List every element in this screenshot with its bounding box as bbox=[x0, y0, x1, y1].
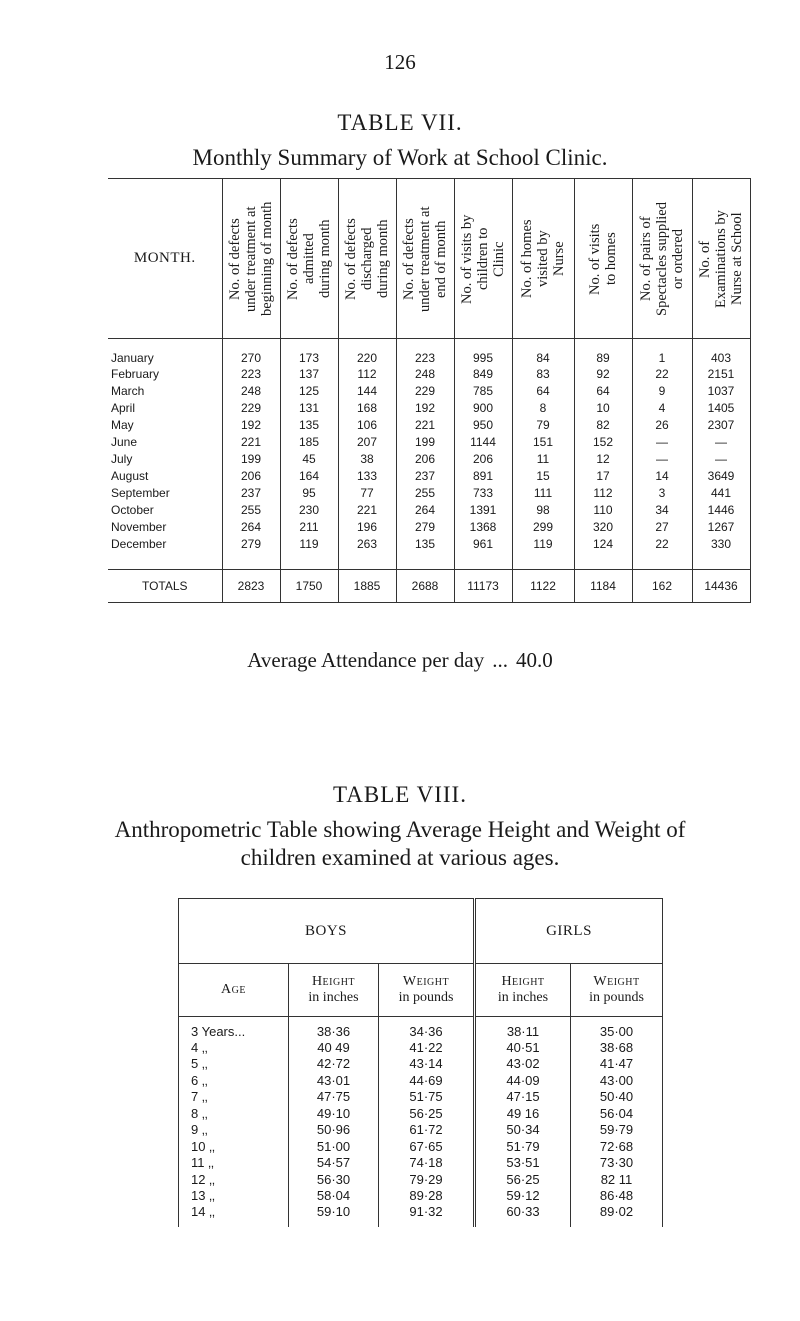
value-cell: 56·25 bbox=[475, 1171, 571, 1188]
table-viii-subtitle-line-1: Anthropometric Table showing Average Height and Weight of bbox=[114, 817, 686, 842]
age-cell: 6 ‚‚ bbox=[179, 1072, 289, 1089]
value-cell: 67·65 bbox=[379, 1138, 475, 1155]
value-cell: 54·57 bbox=[289, 1155, 379, 1172]
totals-cell: 1184 bbox=[574, 569, 632, 602]
value-cell: 40 49 bbox=[289, 1039, 379, 1056]
value-cell: 1446 bbox=[692, 501, 750, 518]
value-cell: 43·02 bbox=[475, 1056, 571, 1073]
column-header-girls-height: Height in inches bbox=[475, 964, 571, 1017]
value-cell: 270 bbox=[222, 339, 280, 366]
age-cell: 3 Years... bbox=[179, 1017, 289, 1040]
value-cell: 82 11 bbox=[571, 1171, 663, 1188]
age-cell: 8 ‚‚ bbox=[179, 1105, 289, 1122]
column-header-boys-height: Height in inches bbox=[289, 964, 379, 1017]
value-cell: 1037 bbox=[692, 382, 750, 399]
value-cell: 248 bbox=[396, 365, 454, 382]
value-cell: 206 bbox=[454, 450, 512, 467]
value-cell: 64 bbox=[574, 382, 632, 399]
value-cell: 211 bbox=[280, 518, 338, 535]
value-cell: 72·68 bbox=[571, 1138, 663, 1155]
table-vii bbox=[108, 178, 751, 603]
column-header-9: No. of Examinations by Nurse at School bbox=[692, 179, 750, 339]
value-cell: 27 bbox=[632, 518, 692, 535]
table-vii-header-row bbox=[108, 179, 750, 339]
value-cell: 44·09 bbox=[475, 1072, 571, 1089]
value-cell: 49 16 bbox=[475, 1105, 571, 1122]
table-viii-title: TABLE VIII. bbox=[333, 782, 467, 807]
value-cell: 51·79 bbox=[475, 1138, 571, 1155]
month-cell: November bbox=[111, 519, 167, 534]
value-cell: 900 bbox=[454, 399, 512, 416]
totals-cell: 1885 bbox=[338, 569, 396, 602]
age-cell: 11 ‚‚ bbox=[179, 1155, 289, 1172]
value-cell: 279 bbox=[396, 518, 454, 535]
value-cell: 1391 bbox=[454, 501, 512, 518]
group-header-boys: BOYS bbox=[179, 899, 475, 964]
value-cell: 961 bbox=[454, 535, 512, 552]
value-cell: 77 bbox=[338, 484, 396, 501]
value-cell: 22 bbox=[632, 365, 692, 382]
table-row bbox=[179, 1105, 663, 1122]
value-cell: 51·75 bbox=[379, 1089, 475, 1106]
value-cell: 51·00 bbox=[289, 1138, 379, 1155]
value-cell: 50·40 bbox=[571, 1089, 663, 1106]
value-cell: 229 bbox=[222, 399, 280, 416]
table-row bbox=[108, 501, 750, 518]
table-viii bbox=[178, 898, 663, 1227]
value-cell: 74·18 bbox=[379, 1155, 475, 1172]
table-row bbox=[179, 1188, 663, 1205]
value-cell: 59·79 bbox=[571, 1122, 663, 1139]
value-cell: 185 bbox=[280, 433, 338, 450]
age-cell: 10 ‚‚ bbox=[179, 1138, 289, 1155]
column-header-2: No. of defects admitted during month bbox=[280, 179, 338, 339]
value-cell: 206 bbox=[396, 450, 454, 467]
value-cell: 119 bbox=[280, 535, 338, 552]
value-cell: 144 bbox=[338, 382, 396, 399]
value-cell: 111 bbox=[512, 484, 574, 501]
value-cell: 229 bbox=[396, 382, 454, 399]
age-cell: 12 ‚‚ bbox=[179, 1171, 289, 1188]
value-cell: 56·25 bbox=[379, 1105, 475, 1122]
value-cell: 199 bbox=[396, 433, 454, 450]
value-cell: 255 bbox=[396, 484, 454, 501]
value-cell: 17 bbox=[574, 467, 632, 484]
table-row bbox=[108, 339, 750, 366]
table-row bbox=[179, 1072, 663, 1089]
value-cell: 221 bbox=[222, 433, 280, 450]
value-cell: 53·51 bbox=[475, 1155, 571, 1172]
value-cell: 237 bbox=[396, 467, 454, 484]
table-row bbox=[108, 399, 750, 416]
value-cell: 79·29 bbox=[379, 1171, 475, 1188]
value-cell: 41·22 bbox=[379, 1039, 475, 1056]
month-cell: January bbox=[111, 351, 154, 365]
value-cell: 91·32 bbox=[379, 1204, 475, 1227]
value-cell: 58·04 bbox=[289, 1188, 379, 1205]
month-cell: June bbox=[111, 434, 138, 449]
month-cell: May bbox=[111, 417, 134, 432]
column-header-6: No. of homes visited by Nurse bbox=[512, 179, 574, 339]
totals-cell: 11173 bbox=[454, 569, 512, 602]
table-viii-subtitle bbox=[0, 816, 800, 872]
value-cell: 64 bbox=[512, 382, 574, 399]
table-viii-body bbox=[179, 1017, 663, 1228]
value-cell: 9 bbox=[632, 382, 692, 399]
value-cell: 43·01 bbox=[289, 1072, 379, 1089]
value-cell: 79 bbox=[512, 416, 574, 433]
value-cell: 41·47 bbox=[571, 1056, 663, 1073]
value-cell: 34 bbox=[632, 501, 692, 518]
column-header-age: Age bbox=[179, 964, 289, 1017]
column-header-boys-weight: Weight in pounds bbox=[379, 964, 475, 1017]
table-viii-subtitle-line-2: children examined at various ages. bbox=[240, 845, 560, 870]
value-cell: 50·96 bbox=[289, 1122, 379, 1139]
value-cell: 1144 bbox=[454, 433, 512, 450]
average-attendance bbox=[0, 648, 800, 673]
average-attendance-label: Average Attendance per day bbox=[247, 648, 485, 672]
month-cell: February bbox=[111, 366, 160, 381]
value-cell: 950 bbox=[454, 416, 512, 433]
value-cell: 34·36 bbox=[379, 1017, 475, 1040]
value-cell: 785 bbox=[454, 382, 512, 399]
value-cell: 38 bbox=[338, 450, 396, 467]
table-row bbox=[108, 365, 750, 382]
value-cell: 133 bbox=[338, 467, 396, 484]
average-attendance-value: 40.0 bbox=[515, 648, 553, 672]
value-cell: 26 bbox=[632, 416, 692, 433]
totals-label: TOTALS bbox=[108, 569, 222, 602]
value-cell: 173 bbox=[280, 339, 338, 366]
value-cell: 49·10 bbox=[289, 1105, 379, 1122]
month-cell: August bbox=[111, 468, 149, 483]
value-cell: 56·30 bbox=[289, 1171, 379, 1188]
table-row bbox=[108, 484, 750, 501]
totals-cell: 162 bbox=[632, 569, 692, 602]
value-cell: 137 bbox=[280, 365, 338, 382]
table-viii-group-row bbox=[179, 899, 663, 964]
value-cell: 230 bbox=[280, 501, 338, 518]
value-cell: 10 bbox=[574, 399, 632, 416]
value-cell: 61·72 bbox=[379, 1122, 475, 1139]
value-cell: 220 bbox=[338, 339, 396, 366]
month-cell: March bbox=[111, 383, 145, 398]
table-row bbox=[179, 1122, 663, 1139]
value-cell: 43·00 bbox=[571, 1072, 663, 1089]
value-cell: 110 bbox=[574, 501, 632, 518]
table-row bbox=[179, 1056, 663, 1073]
value-cell: 59·12 bbox=[475, 1188, 571, 1205]
value-cell: 221 bbox=[396, 416, 454, 433]
value-cell: 196 bbox=[338, 518, 396, 535]
value-cell: 40·51 bbox=[475, 1039, 571, 1056]
column-header-month: MONTH. bbox=[108, 179, 222, 339]
value-cell: 22 bbox=[632, 535, 692, 552]
value-cell: 135 bbox=[396, 535, 454, 552]
age-cell: 14 ‚‚ bbox=[179, 1204, 289, 1227]
value-cell: 50·34 bbox=[475, 1122, 571, 1139]
column-header-7: No. of visits to homes bbox=[574, 179, 632, 339]
page-number: 126 bbox=[384, 50, 416, 74]
value-cell: 279 bbox=[222, 535, 280, 552]
value-cell: 152 bbox=[574, 433, 632, 450]
value-cell: 164 bbox=[280, 467, 338, 484]
value-cell: 59·10 bbox=[289, 1204, 379, 1227]
table-row bbox=[108, 535, 750, 552]
value-cell: 98 bbox=[512, 501, 574, 518]
value-cell: 135 bbox=[280, 416, 338, 433]
value-cell: — bbox=[632, 433, 692, 450]
value-cell: 38·11 bbox=[475, 1017, 571, 1040]
value-cell: 112 bbox=[338, 365, 396, 382]
age-cell: 9 ‚‚ bbox=[179, 1122, 289, 1139]
value-cell: 45 bbox=[280, 450, 338, 467]
value-cell: 42·72 bbox=[289, 1056, 379, 1073]
value-cell: 223 bbox=[222, 365, 280, 382]
totals-cell: 2688 bbox=[396, 569, 454, 602]
value-cell: 206 bbox=[222, 467, 280, 484]
totals-cell: 1750 bbox=[280, 569, 338, 602]
value-cell: 330 bbox=[692, 535, 750, 552]
value-cell: 89·02 bbox=[571, 1204, 663, 1227]
table-row bbox=[179, 1171, 663, 1188]
table-row bbox=[108, 450, 750, 467]
age-cell: 13 ‚‚ bbox=[179, 1188, 289, 1205]
value-cell: 43·14 bbox=[379, 1056, 475, 1073]
value-cell: 44·69 bbox=[379, 1072, 475, 1089]
totals-cell: 14436 bbox=[692, 569, 750, 602]
value-cell: 47·15 bbox=[475, 1089, 571, 1106]
value-cell: 2307 bbox=[692, 416, 750, 433]
value-cell: 106 bbox=[338, 416, 396, 433]
value-cell: 441 bbox=[692, 484, 750, 501]
value-cell: 47·75 bbox=[289, 1089, 379, 1106]
totals-cell: 1122 bbox=[512, 569, 574, 602]
totals-cell: 2823 bbox=[222, 569, 280, 602]
table-row bbox=[108, 382, 750, 399]
month-cell: September bbox=[111, 485, 170, 500]
value-cell: 14 bbox=[632, 467, 692, 484]
table-row bbox=[179, 1039, 663, 1056]
value-cell: 38·68 bbox=[571, 1039, 663, 1056]
age-cell: 5 ‚‚ bbox=[179, 1056, 289, 1073]
value-cell: 119 bbox=[512, 535, 574, 552]
value-cell: 82 bbox=[574, 416, 632, 433]
value-cell: 11 bbox=[512, 450, 574, 467]
column-header-8: No. of pairs of Spectacles supplied or ordered bbox=[632, 179, 692, 339]
column-header-1: No. of defects under treatment at beginning of month bbox=[222, 179, 280, 339]
value-cell: 192 bbox=[222, 416, 280, 433]
table-vii-body bbox=[108, 339, 750, 603]
value-cell: 733 bbox=[454, 484, 512, 501]
value-cell: 264 bbox=[222, 518, 280, 535]
value-cell: 60·33 bbox=[475, 1204, 571, 1227]
month-cell: December bbox=[111, 536, 167, 551]
average-attendance-dots: ... bbox=[492, 648, 508, 672]
value-cell: 89 bbox=[574, 339, 632, 366]
age-cell: 7 ‚‚ bbox=[179, 1089, 289, 1106]
value-cell: 56·04 bbox=[571, 1105, 663, 1122]
table-vii-title: TABLE VII. bbox=[337, 110, 463, 135]
value-cell: 1368 bbox=[454, 518, 512, 535]
value-cell: 1405 bbox=[692, 399, 750, 416]
value-cell: 995 bbox=[454, 339, 512, 366]
value-cell: 92 bbox=[574, 365, 632, 382]
table-row bbox=[179, 1138, 663, 1155]
table-row bbox=[108, 467, 750, 484]
value-cell: 89·28 bbox=[379, 1188, 475, 1205]
value-cell: 3649 bbox=[692, 467, 750, 484]
value-cell: 403 bbox=[692, 339, 750, 366]
table-row bbox=[179, 1204, 663, 1227]
value-cell: 12 bbox=[574, 450, 632, 467]
value-cell: — bbox=[692, 433, 750, 450]
value-cell: 248 bbox=[222, 382, 280, 399]
value-cell: 84 bbox=[512, 339, 574, 366]
table-row bbox=[108, 518, 750, 535]
value-cell: 255 bbox=[222, 501, 280, 518]
value-cell: 151 bbox=[512, 433, 574, 450]
value-cell: 221 bbox=[338, 501, 396, 518]
value-cell: 112 bbox=[574, 484, 632, 501]
value-cell: — bbox=[692, 450, 750, 467]
value-cell: 2151 bbox=[692, 365, 750, 382]
table-row bbox=[108, 416, 750, 433]
value-cell: 131 bbox=[280, 399, 338, 416]
value-cell: 124 bbox=[574, 535, 632, 552]
column-header-5: No. of visits by children to Clinic bbox=[454, 179, 512, 339]
value-cell: 83 bbox=[512, 365, 574, 382]
value-cell: 199 bbox=[222, 450, 280, 467]
value-cell: 168 bbox=[338, 399, 396, 416]
column-header-4: No. of defects under treatment at end of month bbox=[396, 179, 454, 339]
value-cell: 95 bbox=[280, 484, 338, 501]
age-cell: 4 ‚‚ bbox=[179, 1039, 289, 1056]
value-cell: 4 bbox=[632, 399, 692, 416]
value-cell: 192 bbox=[396, 399, 454, 416]
month-cell: October bbox=[111, 502, 154, 517]
value-cell: 223 bbox=[396, 339, 454, 366]
value-cell: 86·48 bbox=[571, 1188, 663, 1205]
table-row bbox=[179, 1017, 663, 1040]
column-header-3: No. of defects discharged during month bbox=[338, 179, 396, 339]
table-vii-subtitle: Monthly Summary of Work at School Clinic. bbox=[192, 145, 608, 170]
value-cell: 849 bbox=[454, 365, 512, 382]
value-cell: 3 bbox=[632, 484, 692, 501]
value-cell: 891 bbox=[454, 467, 512, 484]
value-cell: 73·30 bbox=[571, 1155, 663, 1172]
value-cell: 38·36 bbox=[289, 1017, 379, 1040]
value-cell: 207 bbox=[338, 433, 396, 450]
value-cell: 237 bbox=[222, 484, 280, 501]
column-header-girls-weight: Weight in pounds bbox=[571, 964, 663, 1017]
value-cell: 1267 bbox=[692, 518, 750, 535]
month-cell: April bbox=[111, 400, 136, 415]
value-cell: 263 bbox=[338, 535, 396, 552]
value-cell: — bbox=[632, 450, 692, 467]
totals-row bbox=[108, 569, 750, 602]
table-viii-column-row bbox=[179, 964, 663, 1017]
value-cell: 125 bbox=[280, 382, 338, 399]
group-header-girls: GIRLS bbox=[475, 899, 663, 964]
table-row bbox=[108, 433, 750, 450]
value-cell: 35·00 bbox=[571, 1017, 663, 1040]
table-row bbox=[179, 1089, 663, 1106]
value-cell: 15 bbox=[512, 467, 574, 484]
month-cell: July bbox=[111, 451, 133, 466]
value-cell: 299 bbox=[512, 518, 574, 535]
value-cell: 1 bbox=[632, 339, 692, 366]
value-cell: 8 bbox=[512, 399, 574, 416]
table-row bbox=[179, 1155, 663, 1172]
value-cell: 320 bbox=[574, 518, 632, 535]
value-cell: 264 bbox=[396, 501, 454, 518]
